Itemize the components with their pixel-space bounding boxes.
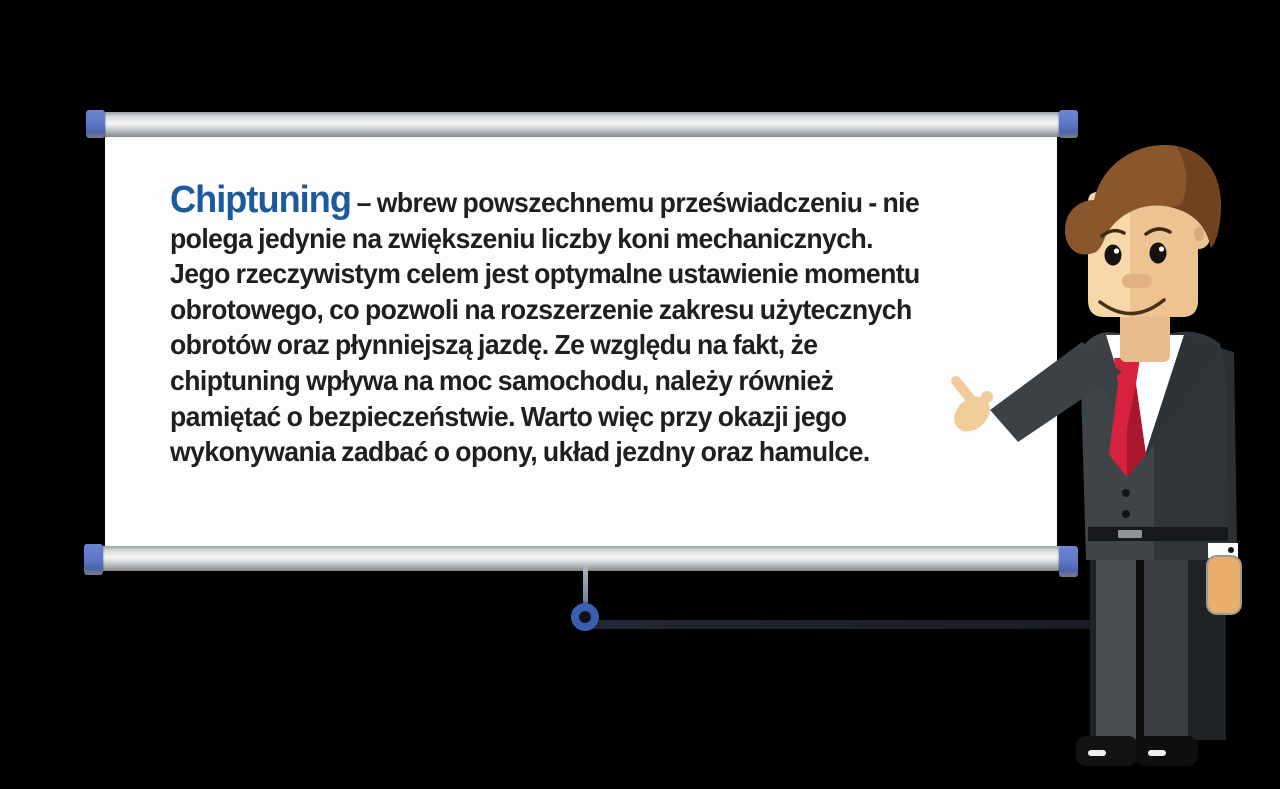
presenter-eye-right (1150, 243, 1167, 264)
presenter-right-hand (1207, 556, 1241, 614)
board-line: wykonywania zadbać o opony, układ jezdny oraz hamulce. (170, 436, 870, 468)
screen-pull-knob-icon (571, 603, 599, 631)
board-line-1-rest: – wbrew powszechnemu przeświadczeniu - nie (356, 187, 920, 218)
screen-handle-top-left (86, 110, 105, 138)
board-line: obrotowego, co pozwoli na rozszerzenie zakresu użytecznych (170, 293, 912, 325)
screen-bottom-bar (96, 546, 1066, 571)
board-text (170, 179, 1030, 470)
screen-handle-bottom-left (84, 544, 103, 575)
presenter-eye-left (1105, 245, 1122, 266)
presenter-illustration (930, 130, 1250, 775)
presenter-head (1065, 145, 1221, 362)
presenter-shoe-right (1136, 736, 1198, 766)
screen-pull-pole (583, 566, 588, 608)
board-line: Jego rzeczywistym celem jest optymalne ustawienie momentu (170, 258, 920, 290)
screen-top-bar (96, 112, 1066, 137)
presenter-belt (1088, 527, 1228, 541)
presenter-legs (1076, 540, 1226, 766)
board-line: polega jedynie na zwiększeniu liczby koni mechanicznych. (170, 222, 873, 254)
board-line: pamiętać o bezpieczeństwie. Warto więc przy okazji jego (170, 400, 847, 432)
board-line-1 (170, 179, 1030, 221)
board-line: chiptuning wpływa na moc samochodu, należy również (170, 364, 834, 396)
board-heading: Chiptuning (170, 179, 351, 221)
presenter-shoe-left (1076, 736, 1138, 766)
presenter-belt-buckle (1118, 530, 1142, 538)
board-line: obrotów oraz płynniejszą jazdę. Ze względu na fakt, że (170, 329, 818, 361)
presenter-nose (1122, 274, 1152, 288)
